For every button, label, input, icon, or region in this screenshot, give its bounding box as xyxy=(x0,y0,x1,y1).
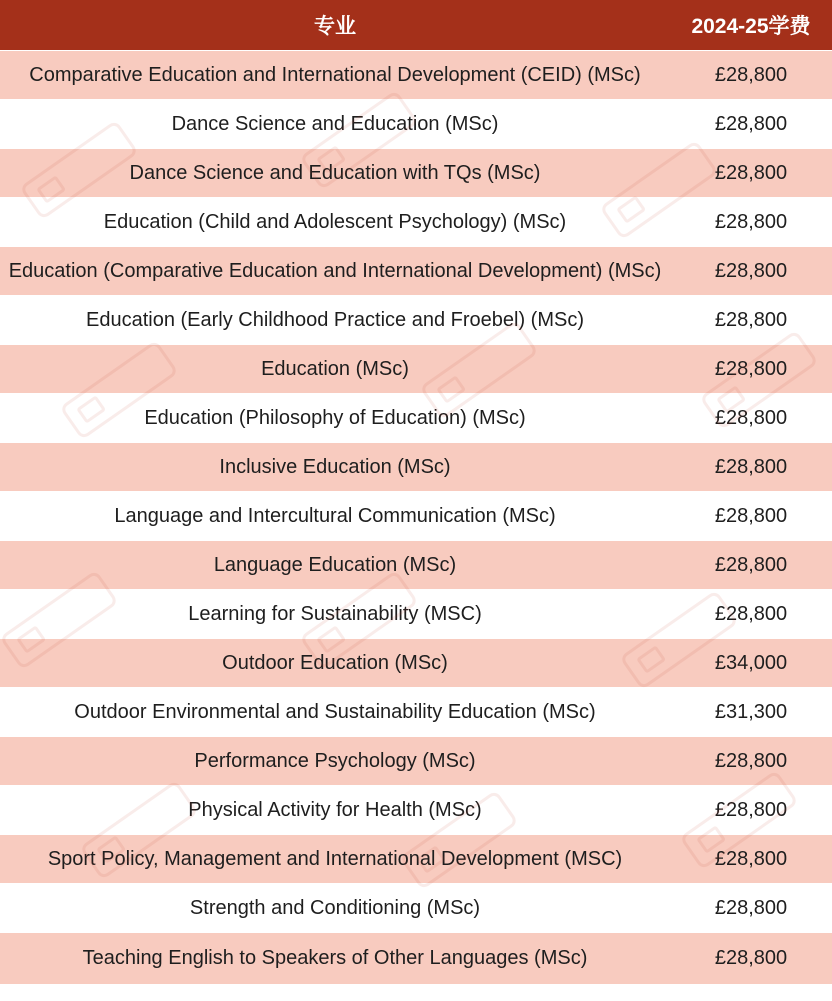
program-name-cell: Education (Philosophy of Education) (MSc) xyxy=(0,394,670,443)
table-row xyxy=(0,590,832,639)
fee-cell: £34,000 xyxy=(670,639,832,688)
program-name-cell: Comparative Education and International Development (CEID) (MSc) xyxy=(0,51,670,100)
program-name-cell: Dance Science and Education (MSc) xyxy=(0,100,670,149)
fee-cell: £28,800 xyxy=(670,884,832,933)
program-name-cell: Teaching English to Speakers of Other Languages (MSc) xyxy=(0,933,670,984)
table-row xyxy=(0,492,832,541)
table-row xyxy=(0,296,832,345)
table-row xyxy=(0,835,832,884)
fee-cell: £28,800 xyxy=(670,51,832,100)
table-row xyxy=(0,149,832,198)
program-name-cell: Physical Activity for Health (MSc) xyxy=(0,786,670,835)
fee-cell: £28,800 xyxy=(670,590,832,639)
table-row xyxy=(0,443,832,492)
fee-cell: £28,800 xyxy=(670,443,832,492)
program-name-cell: Outdoor Environmental and Sustainability Education (MSc) xyxy=(0,688,670,737)
table-row xyxy=(0,198,832,247)
table-row xyxy=(0,247,832,296)
fee-cell: £28,800 xyxy=(670,149,832,198)
fee-column-header: 2024-25学费 xyxy=(670,0,832,51)
table-row xyxy=(0,394,832,443)
program-name-cell: Dance Science and Education with TQs (MSc) xyxy=(0,149,670,198)
program-name-cell: Inclusive Education (MSc) xyxy=(0,443,670,492)
table-row xyxy=(0,737,832,786)
program-name-cell: Outdoor Education (MSc) xyxy=(0,639,670,688)
fee-cell: £28,800 xyxy=(670,786,832,835)
fee-cell: £28,800 xyxy=(670,345,832,394)
table-row xyxy=(0,688,832,737)
fee-cell: £28,800 xyxy=(670,492,832,541)
program-name-cell: Strength and Conditioning (MSc) xyxy=(0,884,670,933)
table-row xyxy=(0,933,832,984)
program-name-cell: Sport Policy, Management and International Development (MSC) xyxy=(0,835,670,884)
program-name-cell: Language Education (MSc) xyxy=(0,541,670,590)
program-name-cell: Performance Psychology (MSc) xyxy=(0,737,670,786)
fee-cell: £28,800 xyxy=(670,933,832,984)
table-row xyxy=(0,541,832,590)
program-name-cell: Education (Early Childhood Practice and Froebel) (MSc) xyxy=(0,296,670,345)
fee-cell: £28,800 xyxy=(670,198,832,247)
table-header-row xyxy=(0,0,832,51)
program-column-header: 专业 xyxy=(0,0,670,51)
program-name-cell: Education (Child and Adolescent Psychology) (MSc) xyxy=(0,198,670,247)
table-row xyxy=(0,639,832,688)
table-row xyxy=(0,51,832,100)
fee-cell: £28,800 xyxy=(670,247,832,296)
table-row xyxy=(0,786,832,835)
fee-cell: £28,800 xyxy=(670,737,832,786)
table-row xyxy=(0,884,832,933)
program-name-cell: Education (MSc) xyxy=(0,345,670,394)
table-row xyxy=(0,100,832,149)
fee-cell: £28,800 xyxy=(670,100,832,149)
program-name-cell: Language and Intercultural Communication (MSc) xyxy=(0,492,670,541)
fee-cell: £28,800 xyxy=(670,835,832,884)
program-name-cell: Learning for Sustainability (MSC) xyxy=(0,590,670,639)
fee-cell: £28,800 xyxy=(670,394,832,443)
fee-cell: £28,800 xyxy=(670,541,832,590)
program-name-cell: Education (Comparative Education and International Development) (MSc) xyxy=(0,247,670,296)
fee-cell: £28,800 xyxy=(670,296,832,345)
table-row xyxy=(0,345,832,394)
fee-cell: £31,300 xyxy=(670,688,832,737)
